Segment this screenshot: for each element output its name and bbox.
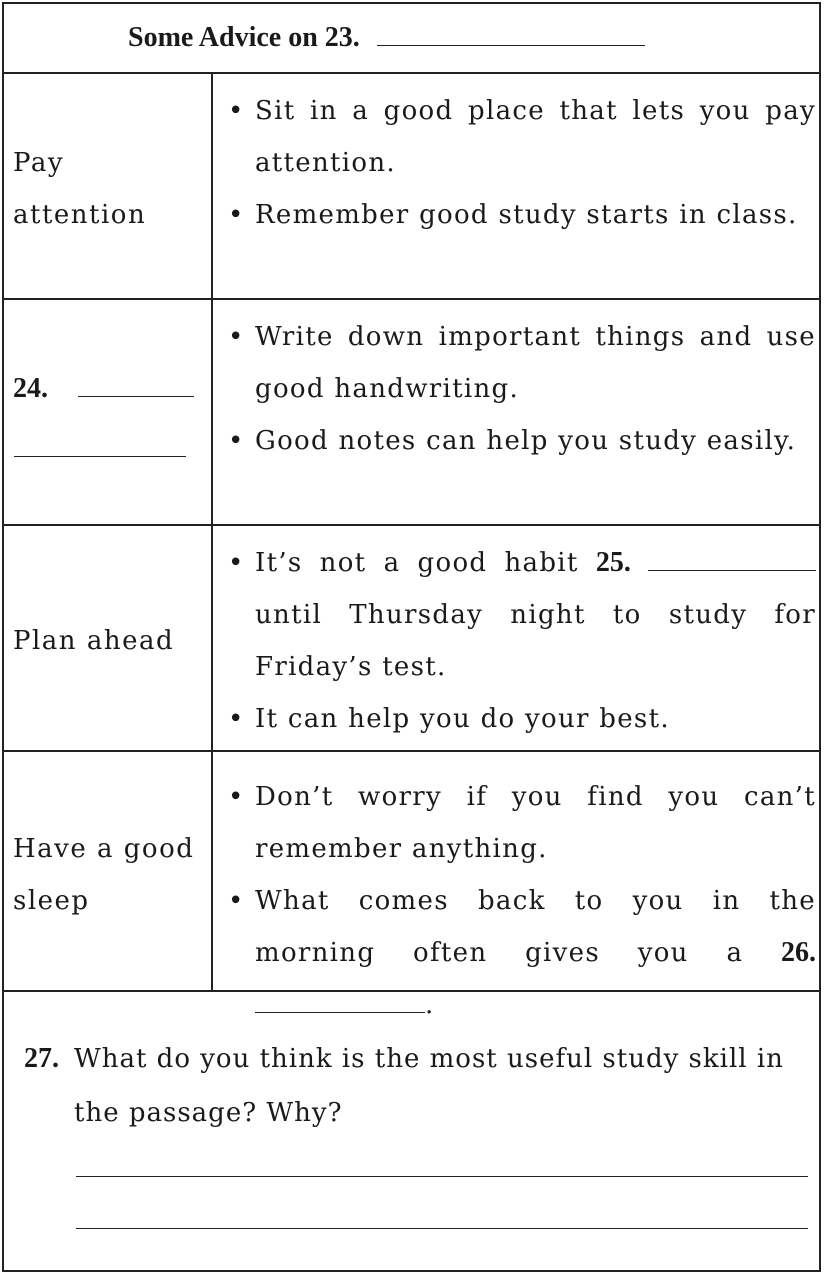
answer-blank-26[interactable] bbox=[255, 1012, 425, 1013]
answer-blank-25[interactable] bbox=[648, 570, 816, 571]
row-divider bbox=[4, 990, 819, 992]
list-item: • Good notes can help you study easily. bbox=[228, 415, 816, 467]
row-label-plan-ahead: Plan ahead bbox=[13, 626, 175, 656]
bullet-icon: • bbox=[228, 548, 245, 578]
answer-blank-24b[interactable] bbox=[14, 456, 186, 457]
title-text: Some Advice on 23. bbox=[128, 22, 360, 53]
advice-table bbox=[2, 2, 821, 1272]
row-label-pay-attention: Pay attention bbox=[13, 148, 147, 230]
bullet-icon: • bbox=[228, 886, 245, 916]
row-items-have-a-good-sleep bbox=[228, 771, 816, 1031]
row-label-have-a-good-sleep: Have a good sleep bbox=[13, 834, 195, 916]
row-divider bbox=[4, 298, 819, 300]
bullet-icon: • bbox=[228, 704, 245, 734]
bullet-icon: • bbox=[228, 200, 245, 230]
bullet-icon: • bbox=[228, 96, 245, 126]
answer-line-2[interactable] bbox=[76, 1228, 808, 1229]
question-number-24: 24. bbox=[13, 373, 48, 404]
list-item: • Write down important things and use good handwriting. bbox=[228, 311, 816, 415]
row-items-24 bbox=[228, 311, 816, 467]
row-divider bbox=[4, 524, 819, 526]
row-label-24 bbox=[13, 363, 203, 415]
question-number-26: 26. bbox=[780, 937, 816, 968]
question-number-25: 25. bbox=[595, 547, 631, 578]
list-item: • It can help you do your best. bbox=[228, 693, 816, 745]
list-item: • It’s not a good habit 25. until Thursday night to study for Friday’s test. bbox=[228, 537, 816, 693]
row-divider bbox=[4, 72, 819, 74]
list-item: • Don’t worry if you find you can’t remember anything. bbox=[228, 771, 816, 875]
question-27 bbox=[24, 1032, 814, 1140]
list-item: • Sit in a good place that lets you pay attention. bbox=[228, 85, 816, 189]
bullet-icon: • bbox=[228, 782, 245, 812]
column-divider bbox=[211, 72, 213, 990]
question-number-27: 27. bbox=[24, 1043, 59, 1074]
answer-blank-24a[interactable] bbox=[78, 396, 194, 397]
row-items-plan-ahead bbox=[228, 537, 816, 745]
row-items-pay-attention bbox=[228, 85, 816, 241]
question-text: What do you think is the most useful study skill in the passage? Why? bbox=[74, 1044, 784, 1128]
answer-line-1[interactable] bbox=[76, 1176, 808, 1177]
bullet-icon: • bbox=[228, 322, 245, 352]
list-item: • Remember good study starts in class. bbox=[228, 189, 816, 241]
bullet-icon: • bbox=[228, 426, 245, 456]
table-title bbox=[128, 22, 645, 54]
answer-blank-23[interactable] bbox=[377, 45, 645, 46]
list-item: • What comes back to you in the morning often gives you a 26. . bbox=[228, 875, 816, 1031]
row-divider bbox=[4, 750, 819, 752]
